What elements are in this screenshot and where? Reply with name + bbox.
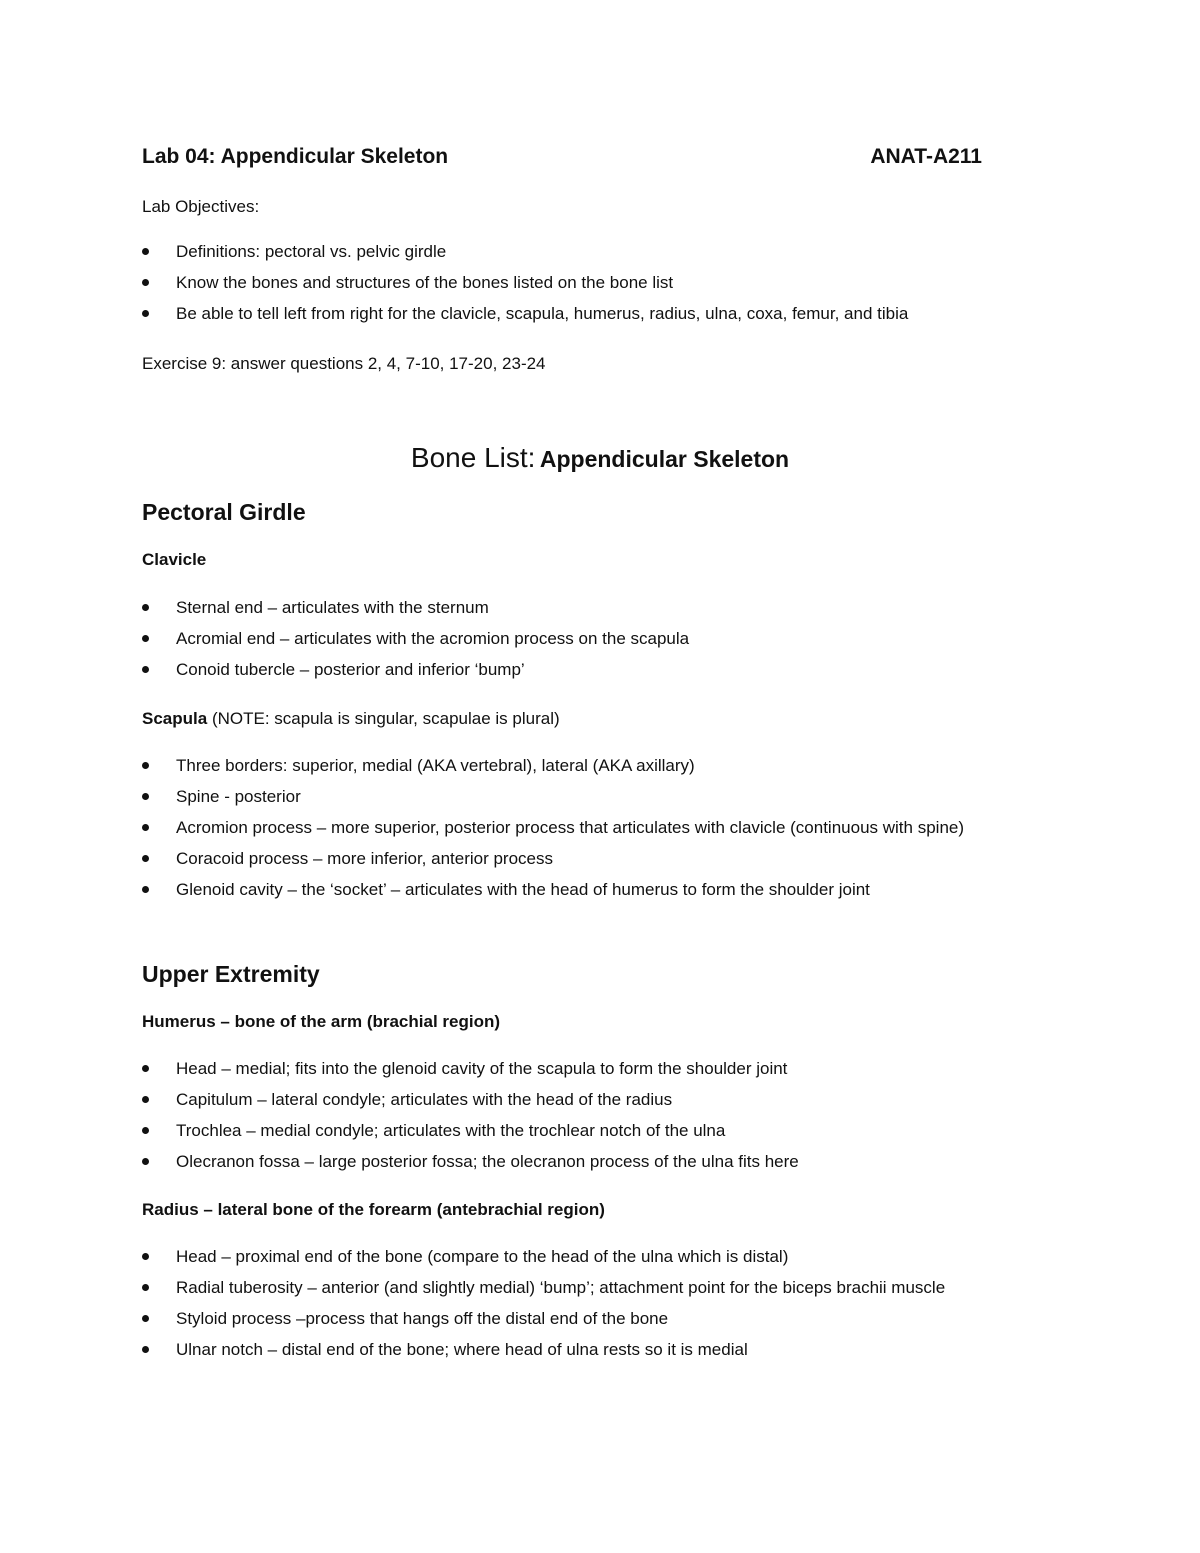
bullet-icon bbox=[142, 279, 149, 286]
document-header bbox=[142, 145, 982, 175]
scapula-list bbox=[142, 750, 1062, 905]
bullet-icon bbox=[142, 1127, 149, 1134]
lab-title: Lab 04: Appendicular Skeleton bbox=[142, 145, 449, 168]
bullet-icon bbox=[142, 1253, 149, 1260]
list-item: Head – medial; fits into the glenoid cavity of the scapula to form the shoulder joint bbox=[142, 1053, 1062, 1084]
list-item: Three borders: superior, medial (AKA vertebral), lateral (AKA axillary) bbox=[142, 750, 1062, 781]
section-heading-upper-extremity: Upper Extremity bbox=[142, 961, 320, 987]
list-item: Acromion process – more superior, posterior process that articulates with clavicle (continuous with spine) bbox=[142, 812, 1062, 843]
bullet-icon bbox=[142, 1284, 149, 1291]
list-item: Conoid tubercle – posterior and inferior ‘bump’ bbox=[142, 654, 1062, 685]
objectives-list bbox=[142, 236, 1062, 329]
bullet-icon bbox=[142, 1315, 149, 1322]
exercise-line: Exercise 9: answer questions 2, 4, 7-10, 17-20, 23-24 bbox=[142, 354, 546, 373]
list-item: Ulnar notch – distal end of the bone; where head of ulna rests so it is medial bbox=[142, 1334, 1062, 1365]
list-item: Styloid process –process that hangs off the distal end of the bone bbox=[142, 1303, 1062, 1334]
scapula-heading-label: Scapula bbox=[142, 709, 208, 728]
bone-heading-humerus: Humerus – bone of the arm (brachial region) bbox=[142, 1012, 501, 1031]
bullet-icon bbox=[142, 855, 149, 862]
bone-heading-radius: Radius – lateral bone of the forearm (antebrachial region) bbox=[142, 1200, 605, 1219]
radius-list bbox=[142, 1241, 1062, 1365]
list-item: Acromial end – articulates with the acromion process on the scapula bbox=[142, 623, 1062, 654]
bullet-icon bbox=[142, 1096, 149, 1103]
section-heading-pectoral-girdle: Pectoral Girdle bbox=[142, 499, 306, 525]
bone-list-title bbox=[0, 442, 1200, 474]
list-item: Coracoid process – more inferior, anterior process bbox=[142, 843, 1062, 874]
list-item: Know the bones and structures of the bones listed on the bone list bbox=[142, 267, 1062, 298]
bullet-icon bbox=[142, 1346, 149, 1353]
bone-list-title-sub: Appendicular Skeleton bbox=[539, 446, 790, 472]
list-item: Radial tuberosity – anterior (and slightly medial) ‘bump’; attachment point for the biceps brachii muscle bbox=[142, 1272, 1062, 1303]
scapula-note: (NOTE: scapula is singular, scapulae is plural) bbox=[211, 709, 560, 728]
list-item: Capitulum – lateral condyle; articulates with the head of the radius bbox=[142, 1084, 1062, 1115]
bullet-icon bbox=[142, 248, 149, 255]
course-code: ANAT-A211 bbox=[870, 145, 982, 168]
bullet-icon bbox=[142, 762, 149, 769]
list-item: Head – proximal end of the bone (compare to the head of the ulna which is distal) bbox=[142, 1241, 1062, 1272]
bullet-icon bbox=[142, 604, 149, 611]
bullet-icon bbox=[142, 1158, 149, 1165]
list-item: Definitions: pectoral vs. pelvic girdle bbox=[142, 236, 1062, 267]
bullet-icon bbox=[142, 666, 149, 673]
bullet-icon bbox=[142, 310, 149, 317]
bone-heading-clavicle: Clavicle bbox=[142, 550, 207, 569]
humerus-list bbox=[142, 1053, 1062, 1177]
list-item: Glenoid cavity – the ‘socket’ – articulates with the head of humerus to form the shoulder joint bbox=[142, 874, 1062, 905]
bullet-icon bbox=[142, 824, 149, 831]
list-item: Spine - posterior bbox=[142, 781, 1062, 812]
list-item: Olecranon fossa – large posterior fossa; the olecranon process of the ulna fits here bbox=[142, 1146, 1062, 1177]
bullet-icon bbox=[142, 793, 149, 800]
list-item: Sternal end – articulates with the sternum bbox=[142, 592, 1062, 623]
bullet-icon bbox=[142, 886, 149, 893]
clavicle-list bbox=[142, 592, 1062, 685]
bone-heading-scapula bbox=[142, 709, 560, 729]
bone-list-title-main: Bone List: bbox=[410, 442, 536, 473]
bullet-icon bbox=[142, 635, 149, 642]
list-item: Trochlea – medial condyle; articulates with the trochlear notch of the ulna bbox=[142, 1115, 1062, 1146]
objectives-label: Lab Objectives: bbox=[142, 197, 260, 216]
bullet-icon bbox=[142, 1065, 149, 1072]
list-item: Be able to tell left from right for the clavicle, scapula, humerus, radius, ulna, coxa, femur, and tibia bbox=[142, 298, 1062, 329]
